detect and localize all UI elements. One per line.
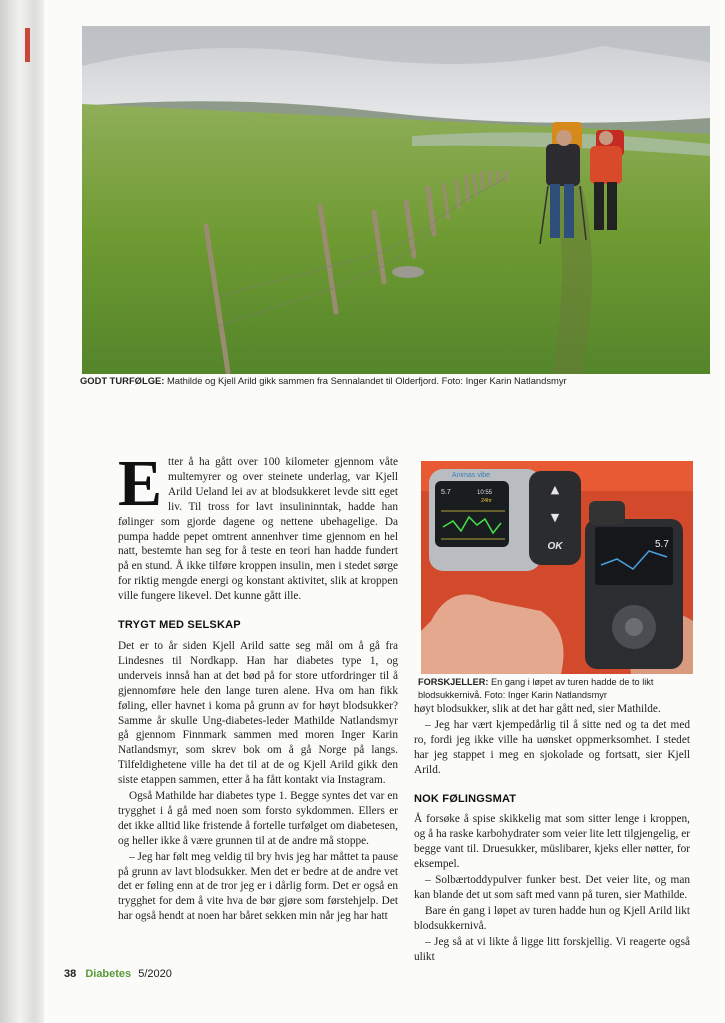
device-photo-caption [418, 676, 694, 701]
body-paragraph: Det er to år siden Kjell Arild satte seg mål om å gå fra Lindesnes til Nordkapp. Han har diabetes type 1, og underveis innså han at det bød på for store utfordringer til å gjennomføre hele den lange turen alene. Hva om han fikk føling, eller havnet i koma på grunn av for høyt blodsukker? Samme år skulle Ung-diabetes-leder Mathilde Natlandsmyr gå gjennom Finnmark sammen med moren Inger Karin Natlandsmyr, som skrev bok om å gå Norge på langs. Tilfeldighetene ville ha det til at de og Kjell Arild gikk den siste etappen sammen, etter å ha fått kontakt via Instagram. [118, 639, 398, 787]
body-paragraph: Også Mathilde har diabetes type 1. Begge syntes det var en trygghet i å gå med noen som forsto sykdommen. Ellers er det ikke alltid like fristende å fortelle turfølget om diabetesen, og heller ikke å være grunnen til at de andre må stoppe. [118, 790, 398, 847]
body-paragraph: – Jeg har vært kjempedårlig til å sitte ned og ta det med ro, fordi jeg ikke ville ha uønsket oppmerksomhet. I stedet har jeg stappet i meg en sjokolade og fortsatt, sier Kjell Arild. [414, 718, 690, 776]
body-paragraph: høyt blodsukker, slik at det har gått ned, sier Mathilde. [414, 703, 661, 715]
body-paragraph: Å forsøke å spise skikkelig mat som sitter lenge i kroppen, og å ha raske karbohydrater som veier lite lett tilgjengelig, er begge vant til. Druesukker, müslibarer, kjeks eller nøtter, for eksempel. [414, 813, 690, 871]
page-spine [0, 0, 44, 1023]
device-reading: 5.7 [441, 489, 451, 496]
drop-cap: E [118, 447, 163, 520]
hero-photo-caption [80, 375, 710, 387]
device-caption-label: FORSKJELLER: [418, 677, 489, 687]
intro-paragraph [118, 447, 398, 604]
hero-caption-text: Mathilde og Kjell Arild gikk sammen fra Sennalandet til Olderfjord. Foto: Inger Karin Natlandsmyr [166, 375, 567, 386]
body-paragraph: – Solbærtoddypulver funker best. Det veier lite, og man kan blande det ut som saft med vann på turen, sier Mathilde. [414, 874, 690, 901]
issue-number: 5/2020 [138, 968, 172, 980]
article-column-right [414, 702, 690, 966]
body-paragraph: – Jeg har følt meg veldig til bry hvis jeg har måttet ta pause på grunn av lavt blodsukker. Men det er bedre at de andre vet det er føling enn at de tror jeg er i dårlig form. Det er også en trygghet for dem å vite hva de bør gjøre som førstehjelp. Det har også hendt at noen har båret sekken min når jeg har hatt [118, 850, 398, 923]
pump-reading: 5.7 [655, 539, 669, 550]
page-number: 38 [64, 968, 77, 980]
body-paragraph: Bare én gang i løpet av turen hadde hun og Kjell Arild likt blodsukkernivå. [414, 904, 690, 932]
device-photo-illustration [421, 461, 693, 674]
spine-color-tab [25, 28, 30, 62]
device-range: 24hr [481, 498, 493, 504]
body-paragraph: – Jeg så at vi likte å ligge litt forskjellig. Vi reagerte også ulikt [414, 935, 690, 963]
section-heading: TRYGT MED SELSKAP [118, 619, 241, 632]
svg-text:▲: ▲ [550, 483, 560, 496]
page-footer [64, 968, 172, 980]
hero-photo-illustration [82, 26, 710, 374]
section-heading: NOK FØLINGSMAT [414, 792, 517, 805]
magazine-name: Diabetes [85, 968, 132, 980]
hero-photo [82, 26, 710, 374]
device-brand: Animas vibe [451, 472, 491, 479]
intro-text: tter å ha gått over 100 kilometer gjennom våte multemyrer og over steinete underlag, var Kjell Arild Ueland lei av at blodsukkeret levde sitt eget liv. Til tross for lavt insulininntak, hadde han følinger som gjorde dagene og nettene ubehagelige. Da pumpa hadde pepet omtrent annenhver time gjennom en hel natt, bestemte han seg for å teste en teori han hadde fundert på en stund. Å ikke tilføre kroppen insulin, men i stedet sørge for riktig mengde energi og konstant aktivitet, slik at kroppen ville fungere likevel. Det kunne gått ille. [118, 456, 398, 603]
svg-text:▼: ▼ [550, 511, 560, 524]
device-time: 10:55 [477, 490, 493, 496]
device-photo [421, 461, 693, 674]
device-ok-button: OK [547, 541, 563, 552]
hero-caption-label: GODT TURFØLGE: [80, 375, 165, 386]
device-caption-text: En gang i løpet av turen hadde de to likt blodsukkernivå. Foto: Inger Karin Natlandsmyr [418, 677, 654, 700]
article-column-left [118, 447, 398, 925]
